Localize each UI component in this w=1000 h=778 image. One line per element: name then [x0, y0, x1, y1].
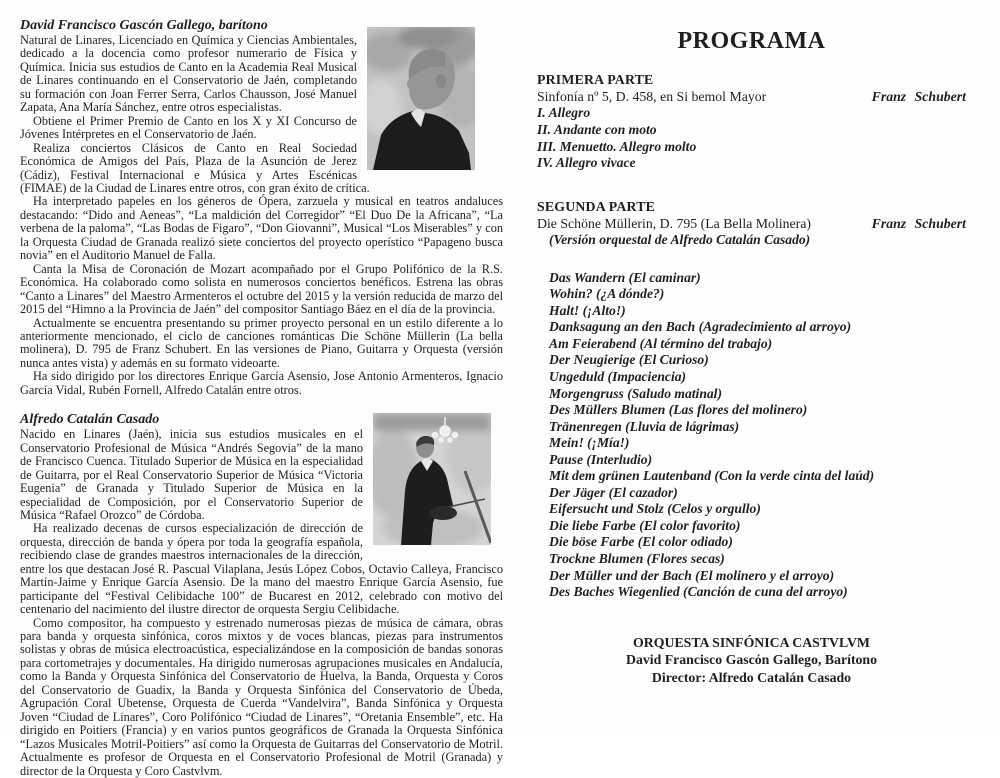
programme-title: PROGRAMA	[677, 28, 826, 54]
bio-conductor-heading: Alfredo Catalán Casado	[20, 412, 160, 428]
movement-item: IV. Allegro vivace	[537, 155, 636, 171]
part2-version-note: (Versión orquestal de Alfredo Catalán Casado)	[549, 232, 811, 248]
song-item: Der Jäger (El cazador)	[549, 484, 678, 500]
song-item: Die böse Farbe (El color odiado)	[549, 534, 733, 550]
conductor-photo-illustration	[373, 413, 491, 545]
movement-item: I. Allegro	[537, 105, 591, 120]
movement-item: II. Andante con moto	[537, 121, 657, 137]
part2-composer: Franz Schubert	[871, 216, 966, 232]
bio-paragraph: Obtiene el Primer Premio de Canto en los X y XI Concurso de Jóvenes Intérpretes en el Conservatorio de Jaén.	[20, 113, 357, 142]
song-item: Tränenregen (Lluvia de lágrimas)	[549, 418, 740, 434]
footer-director: Director: Alfredo Catalán Casado	[651, 669, 852, 685]
song-item: Mit dem grünen Lautenband (Con la verde cinta del laúd)	[549, 468, 875, 484]
part2-song-list	[537, 270, 966, 601]
baritone-photo-illustration	[367, 27, 475, 170]
song-item: Die liebe Farbe (El color favorito)	[549, 517, 741, 533]
footer-orchestra: ORQUESTA SINFÓNICA CASTVLVM	[633, 634, 870, 650]
footer-soloist: David Francisco Gascón Gallego, Barítono	[625, 652, 878, 668]
song-item: Das Wandern (El caminar)	[549, 269, 701, 285]
song-item: Morgengruss (Saludo matinal)	[549, 385, 722, 401]
baritone-photo	[367, 27, 475, 170]
part1-heading: PRIMERA PARTE	[537, 72, 654, 87]
part1-work-title: Sinfonía nº 5, D. 458, en Si bemol Mayor	[537, 89, 767, 104]
biographies-column	[20, 17, 503, 778]
part2-work-title: Die Schöne Müllerin, D. 795 (La Bella Molinera)	[537, 216, 811, 232]
song-item: Der Müller und der Bach (El molinero y el arroyo)	[549, 567, 835, 583]
song-item: Pause (Interludio)	[549, 451, 653, 467]
song-item: Halt! (¡Alto!)	[549, 302, 626, 318]
song-item: Des Müllers Blumen (Las flores del molinero)	[549, 402, 808, 418]
part1-work-row	[537, 89, 966, 105]
song-item: Trockne Blumen (Flores secas)	[549, 550, 725, 566]
bio-paragraph: Ha realizado decenas de cursos especialización de dirección de orquesta, dirección de banda y ópera por toda la geografía española, recibiendo clase de grandes maestros internacionales de la dirección, entre los que destacan José R. Pascual Vilaplana, Jesús López Cobos, Octavio Calleya, Francisco Martín-Jaime y Enrique García Asensio. De la mano del maestro Enrique García Asensio, fue participante del “Festival Celibidache 100” de Bucarest en 2012, celebrado con motivo del centenario del nacimiento del ilustre director de orquesta Sergiu Celibidache.	[20, 521, 503, 617]
song-item: Danksagung an den Bach (Agradecimiento al arroyo)	[549, 319, 852, 335]
movement-item: III. Menuetto. Allegro molto	[537, 138, 697, 154]
bio-paragraph: Natural de Linares, Licenciado en Química y Ciencias Ambientales, dedicado a la docencia como profesor numerario de Física y Química. Inicia sus estudios de Canto en la Academia Real Musical de Linares continuando en el Conservatorio de Jaén, completando su formación con Joan Ferrer Serra, Carlos Chausson, José Manuel Zapata, Ana María Sánchez, entre otros especialistas.	[20, 33, 357, 115]
song-item: Des Baches Wiegenlied (Canción de cuna del arroyo)	[549, 584, 848, 600]
bio-paragraph: Como compositor, ha compuesto y estrenado numerosas piezas de música de cámara, obras para banda y orquesta sinfónica, coros mixtos y de voces blancas, piezas para instrumentos solistas y obras de música electroacústica, especializándose en la composición de bandas sonoras para cortometrajes y documentales. Ha dirigido numerosas agrupaciones musicales en Andalucía, como la Banda y Orquesta Sinfónica del Conservatorio de Huelva, la Banda, Orquesta y Coros del Conservatorio de Guadix, la Banda y Orquesta Sinfónica del Conservatorio de Úbeda, Agrupación Coral Ubetense, Orquesta de Cuerda “Vandelvira”, Banda Sinfónica y Orquesta Joven “Ciudad de Linares”, Coro Polifónico “Ciudad de Linares”, “Oretania Ensemble”, etc. Ha dirigido en Poitiers (Francia) y en varios puntos geográficos de Granada la Orquesta Sinfónica “Lazos Musicales Motril-Poitiers” así como la Orquesta de Guitarras del Conservatorio de Motril. Actualmente es profesor de Orquesta en el Conservatorio Profesional de Motril (Granada) y director de la Orquesta y Coro Castvlvm.	[20, 615, 503, 778]
bio-baritone-heading: David Francisco Gascón Gallego, barítono	[20, 18, 268, 33]
programme-footer	[537, 634, 966, 687]
bio-paragraph: Ha interpretado papeles en los géneros de Ópera, zarzuela y musical en teatros andaluces destacando: “Dido and Aeneas”, “La maldición del Corregidor” “El Duo De la Africana”, “La verbena de la paloma”, “Las Bodas de Figaro”, “Don Giovanni”, Musical “Los Miserables” y con la Orquesta Ciudad de Granada realizó siete conciertos del proyecto operístico “Papageno busca novia” en el Auditorio Manuel de Falla.	[20, 194, 503, 263]
bio-paragraph: Canta la Misa de Coronación de Mozart acompañado por el Grupo Polifónico de la R.S. Económica. Ha colaborado como solista en numerosos conciertos benéficos. Estrena las obras “Canto a Linares” del Maestro Armenteros el octubre del 2015 y la versión reducida de marzo del 2015 del “Himno a la Provincia de Jaén” del compositor Santiago Báez en el día de la provincia.	[20, 261, 503, 317]
bio-conductor-section	[20, 411, 503, 778]
bio-baritone-section	[20, 17, 503, 397]
part2-heading: SEGUNDA PARTE	[537, 199, 656, 215]
song-item: Am Feierabend (Al término del trabajo)	[549, 335, 773, 351]
bio-paragraph: Realiza conciertos Clásicos de Canto en Real Sociedad Económica de Amigos del País, Plaza de la Asunción de Jerez (Cádiz), Festival Internacional e Música y Artes Escénicas (FIMAE) de la Ciudad de Linares entre otros, con gran éxito de crítica.	[20, 140, 370, 195]
bio-paragraph: Nacido en Linares (Jaén), inicia sus estudios musicales en el Conservatorio Profesional de Música “Andrés Segovia” de la mano de Francisco Cuenca. Titulado Superior de Música en la especialidad de Guitarra, por el Real Conservatorio Superior de Música “Victoria Eugenia” de Granada y Titulado Superior de Música en la especialidad de Composición, por el Conservatorio Superior de Música “Rafael Orozco” de Córdoba.	[20, 427, 363, 522]
song-item: Ungeduld (Impaciencia)	[549, 368, 687, 384]
programme-column	[537, 28, 966, 686]
song-item: Der Neugierige (El Curioso)	[549, 352, 709, 368]
part1-movements	[537, 105, 966, 172]
song-item: Wohin? (¿A dónde?)	[549, 286, 665, 302]
bio-paragraph: Actualmente se encuentra presentando su primer proyecto personal en un estilo diferente a lo anteriormente mencionado, el ciclo de canciones románticas Die Schöne Müllerin (La bella molinera), D. 795 de Franz Schubert. En las versiones de Piano, Guitarra y Orquesta (versión nunca antes vista) y además en su formato videoarte.	[20, 315, 503, 370]
part2-work-row	[537, 216, 966, 232]
part1-composer: Franz Schubert	[871, 89, 966, 104]
programme-part1-section	[537, 72, 966, 172]
song-item: Eifersucht und Stolz (Celos y orgullo)	[549, 501, 761, 517]
song-item: Mein! (¡Mía!)	[549, 435, 630, 451]
bio-paragraph: Ha sido dirigido por los directores Enrique García Asensio, Jose Antonio Armenteros, Ignacio García Vidal, Rubén Fornell, Alfredo Catalán entre otros.	[20, 369, 503, 397]
conductor-photo	[373, 413, 491, 545]
programme-part2-section	[537, 199, 966, 600]
